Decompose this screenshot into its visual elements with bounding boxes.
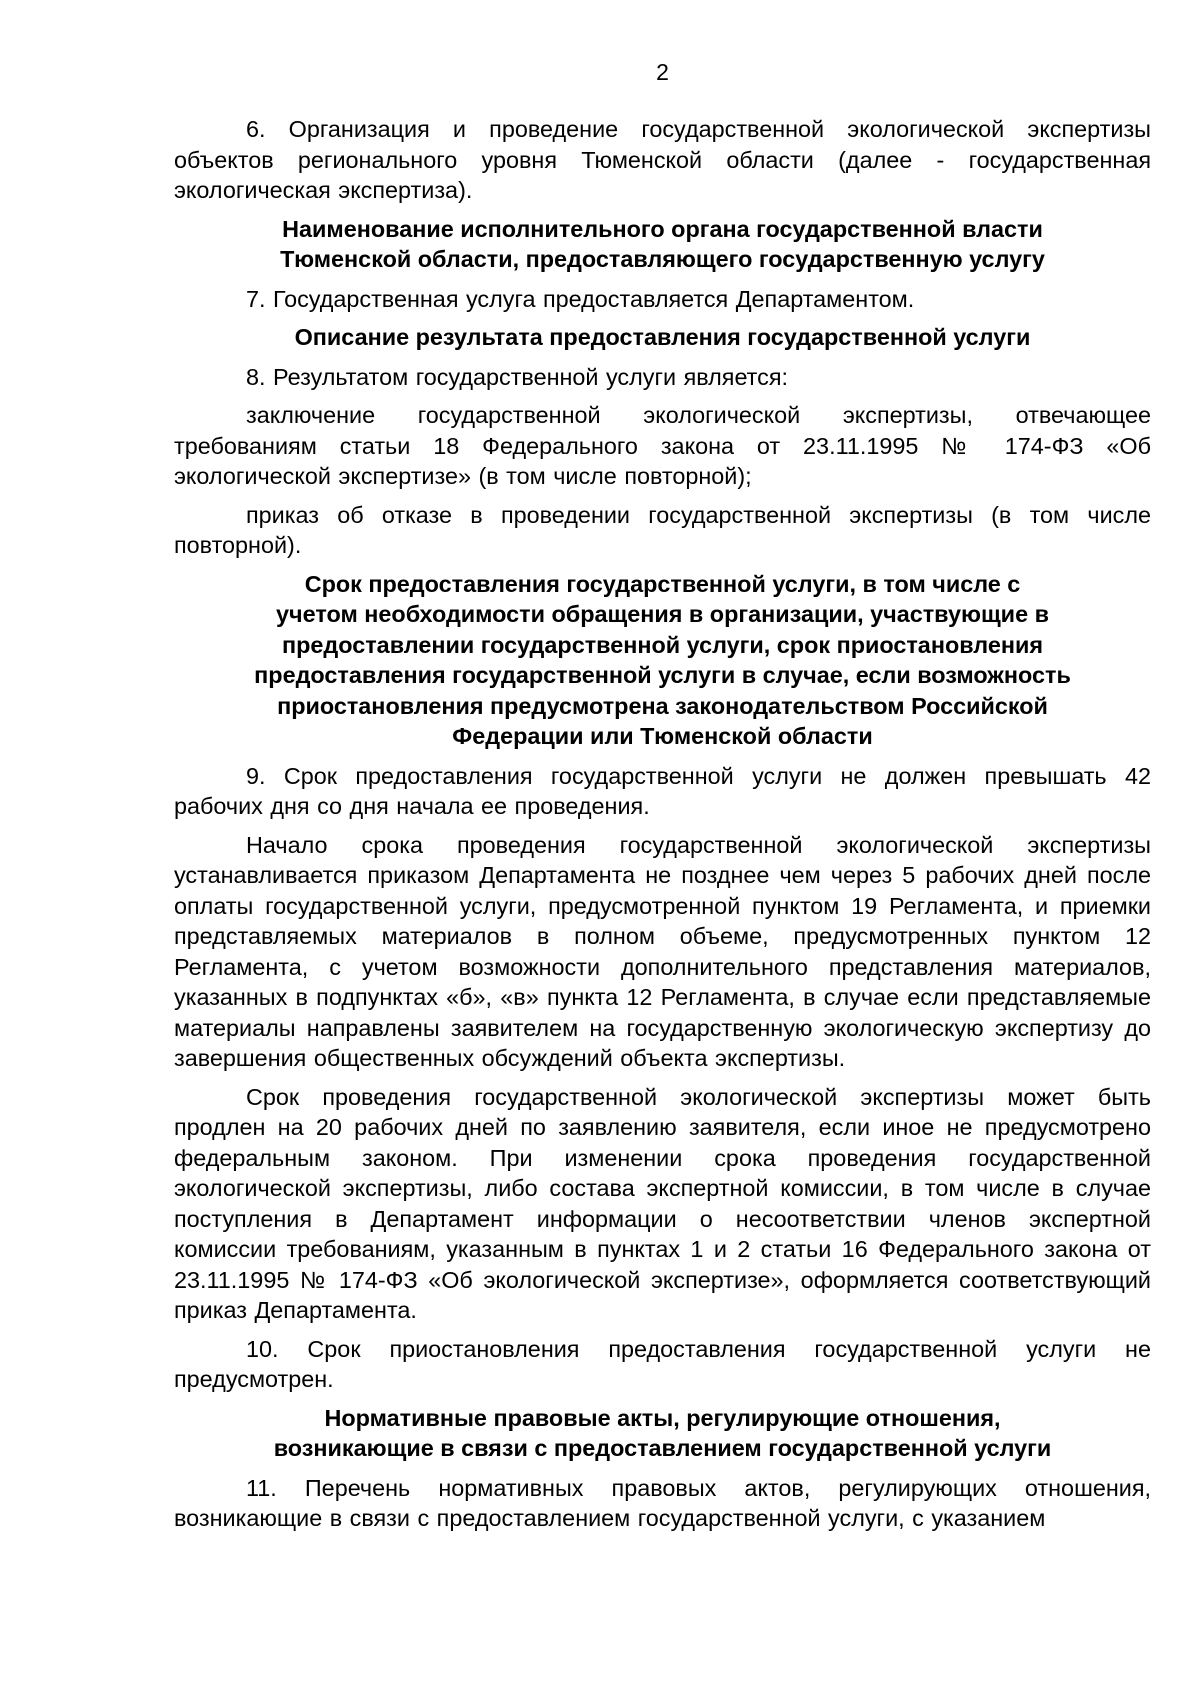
heading-line: Нормативные правовые акты, регулирующие отношения, — [324, 1404, 1001, 1431]
heading-line: предоставления государственной услуги в случае, если возможность — [254, 662, 1071, 688]
heading-line: предоставлении государственной услуги, срок приостановления — [281, 631, 1044, 658]
paragraph-9-extension: Срок проведения государственной экологической экспертизы может быть продлен на 20 рабочих дней по заявлению заявителя, если иное не предусмотрено федеральным законом. При изменении срока проведения государственной экологической экспертизы, либо состава экспертной комиссии, в том числе в случае поступления в Департамент информации о несоответствии членов экспертной комиссии требованиям, указанным в пунктах 1 и 2 статьи 16 Федерального закона от 23.11.1995 № 174-ФЗ «Об экологической экспертизе», оформляется соответствующий приказ Департамента. — [174, 1083, 1151, 1323]
section-heading-service-term — [174, 569, 1151, 752]
paragraph-9-start-of-term: Начало срока проведения государственной экологической экспертизы устанавливается приказом Департамента не позднее чем через 5 рабочих дней после оплаты государственной услуги, предусмотренной пунктом 19 Регламента, и приемки представляемых материалов в полном объеме, предусмотренных пунктом 12 Регламента, с учетом возможности дополнительного представления материалов, указанных в подпунктах «б», «в» пункта 12 Регламента, в случае если представляемые материалы направлены заявителем на государственную экологическую экспертизу до завершения общественных обсуждений объекта экспертизы. — [174, 831, 1151, 1071]
heading-line: Федерации или Тюменской области — [452, 723, 873, 749]
section-heading-result-description — [174, 322, 1151, 353]
paragraph-8-conclusion: заключение государственной экологической экспертизы, отвечающее требованиям статьи 18 Федерального закона от 23.11.1995 № 174-ФЗ «Об экологической экспертизе» (в том числе повторной); — [174, 402, 1151, 489]
heading-line: Срок предоставления государственной услуги, в том числе с — [304, 570, 1021, 597]
heading-line: Описание результата предоставления государственной услуги — [294, 324, 1031, 350]
paragraph-7: 7. Государственная услуга предоставляется Департаментом. — [246, 285, 915, 312]
paragraph-8-refusal-order: приказ об отказе в проведении государственной экспертизы (в том числе повторной). — [174, 501, 1151, 558]
paragraph-8: 8. Результатом государственной услуги является: — [246, 363, 788, 390]
page-number: 2 — [656, 59, 669, 85]
paragraph-11: 11. Перечень нормативных правовых актов, регулирующих отношения, возникающие в связи с предоставлением государственной услуги, с указанием — [174, 1474, 1151, 1531]
paragraph-10: 10. Срок приостановления предоставления государственной услуги не предусмотрен. — [174, 1335, 1151, 1392]
document-body — [174, 114, 1151, 1542]
heading-line: возникающие в связи с предоставлением государственной услуги — [273, 1435, 1052, 1461]
heading-line: приостановления предусмотрена законодательством Российской — [277, 692, 1048, 719]
heading-line: Наименование исполнительного органа государственной власти — [282, 215, 1043, 242]
heading-line: Тюменской области, предоставляющего государственную услугу — [280, 246, 1045, 272]
section-heading-executive-body — [174, 214, 1151, 275]
heading-line: учетом необходимости обращения в организации, участвующие в — [276, 601, 1049, 627]
paragraph-9: 9. Срок предоставления государственной услуги не должен превышать 42 рабочих дня со дня начала ее проведения. — [174, 762, 1151, 819]
paragraph-6: 6. Организация и проведение государственной экологической экспертизы объектов регионального уровня Тюменской области (далее - государственная экологическая экспертиза). — [174, 116, 1151, 203]
section-heading-legal-acts — [174, 1403, 1151, 1464]
